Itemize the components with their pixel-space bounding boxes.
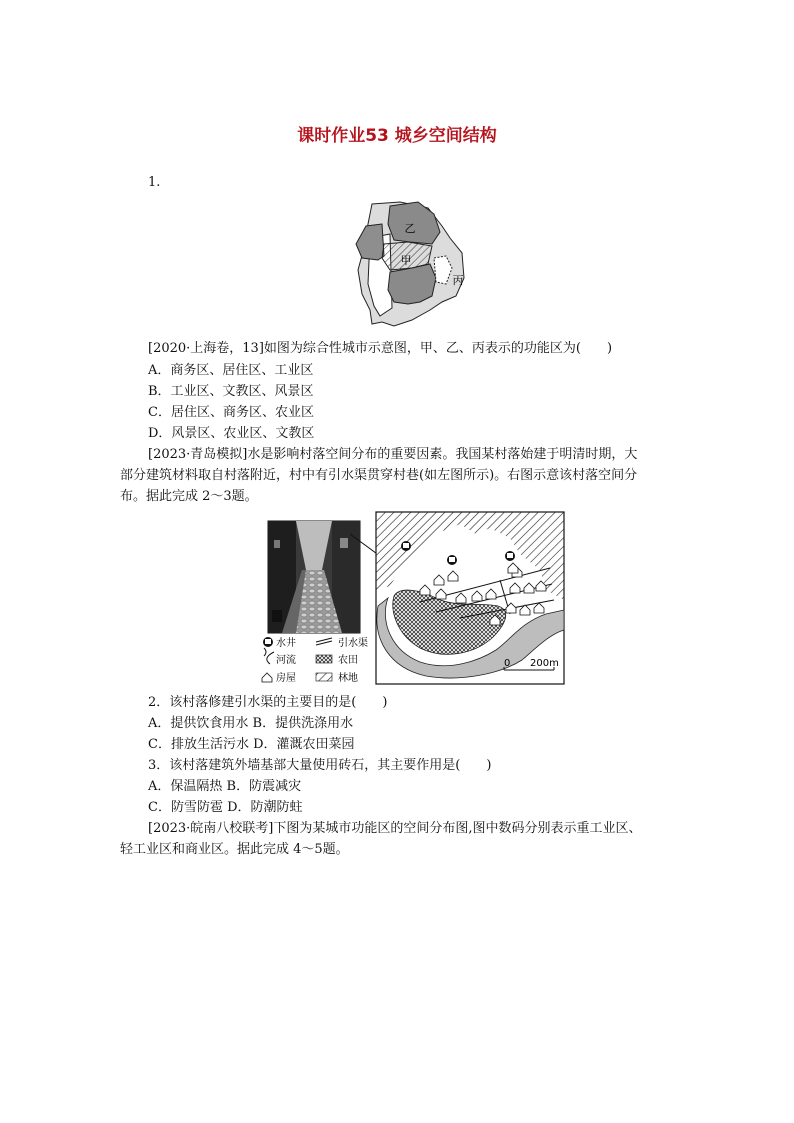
alley-photo: [268, 521, 360, 633]
question-2-options-cd: C．排放生活污水 D．灌溉农田菜园: [148, 737, 355, 752]
legend-river: 河流: [276, 655, 296, 666]
question-3-options-cd: C．防雪防雹 D．防潮防蛀: [148, 800, 303, 815]
legend-farmland: 农田: [338, 655, 358, 666]
legend-house: 房屋: [276, 673, 296, 684]
label-jia: 甲: [400, 254, 412, 267]
question-3-options-ab: A．保温隔热 B．防震减灾: [148, 779, 302, 794]
legend-canal: 引水渠: [338, 638, 368, 649]
question-3-stem: 3．该村落建筑外墙基部大量使用砖石，其主要作用是( ): [148, 758, 492, 773]
question-2-stem: 2．该村落修建引水渠的主要目的是( ): [148, 695, 388, 710]
village-figure: [260, 510, 570, 686]
question-1-stem: [2020·上海卷，13]如图为综合性城市示意图，甲、乙、丙表示的功能区为( ): [148, 341, 613, 356]
question-1-option-b: B．工业区、文教区、风景区: [148, 384, 314, 399]
svg-text:200m: 200m: [530, 658, 559, 669]
passage-1-line-2: 部分建筑材料取自村落附近，村中有引水渠贯穿村巷(如左图所示)。右图示意该村落空间分: [120, 468, 638, 483]
svg-text:0: 0: [504, 658, 511, 669]
label-yi: 乙: [404, 222, 416, 235]
question-2-options-ab: A．提供饮食用水 B．提供洗涤用水: [148, 716, 354, 731]
legend-well: 水井: [276, 638, 296, 649]
city-function-map: [350, 198, 470, 330]
question-1-number: 1.: [148, 175, 161, 190]
passage-2-line-2: 轻工业区和商业区。据此完成 4～5题。: [120, 842, 349, 857]
label-bing: 丙: [452, 274, 464, 287]
passage-1-line-1: [2023·青岛模拟]水是影响村落空间分布的重要因素。我国某村落始建于明清时期，大: [148, 447, 638, 462]
left-dark-zone: [356, 224, 384, 260]
passage-2-line-1: [2023·皖南八校联考]下图为某城市功能区的空间分布图,图中数码分别表示重工业区、: [148, 821, 642, 836]
question-1-option-c: C．居住区、商务区、农业区: [148, 405, 314, 420]
question-1-option-a: A．商务区、居住区、工业区: [148, 363, 314, 378]
page-title: 课时作业53 城乡空间结构: [297, 126, 497, 146]
passage-1-line-3: 布。据此完成 2～3题。: [120, 489, 258, 504]
question-1-option-d: D．风景区、农业区、文教区: [148, 426, 315, 441]
legend-forest: 林地: [338, 673, 358, 684]
legend: [262, 636, 368, 684]
